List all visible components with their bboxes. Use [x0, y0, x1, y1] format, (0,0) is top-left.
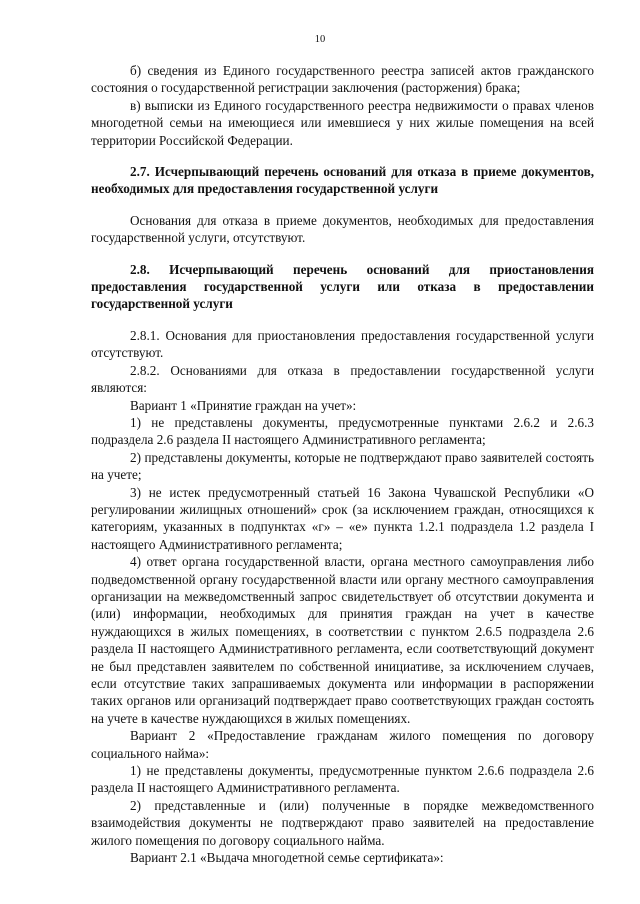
section-heading: 2.8. Исчерпывающий перечень оснований для приостановления предоставления государственной услуги или отказа в предоставлении государственной услуги	[91, 261, 594, 312]
paragraph: Вариант 2.1 «Выдача многодетной семье сертификата»:	[130, 850, 444, 866]
paragraph: 1) не представлены документы, предусмотренные пунктом 2.6.6 подраздела 2.6 раздела II настоящего Административного регламента.	[91, 763, 594, 796]
paragraph: 2.8.2. Основаниями для отказа в предоставлении государственной услуги являются:	[91, 362, 594, 396]
paragraph: 1) не представлены документы, предусмотренные пунктами 2.6.2 и 2.6.3 подраздела 2.6 раздела II настоящего Административного регламента;	[91, 414, 594, 448]
paragraph: в) выписки из Единого государственного реестра недвижимости о правах членов многодетной семьи на имеющиеся или имевшиеся у них жилые помещения на всей территории Российской Федерации.	[91, 97, 594, 148]
paragraph: б) сведения из Единого государственного реестра записей актов гражданского состояния о государственной регистрации заключения (расторжения) брака;	[91, 63, 594, 96]
document-body	[91, 62, 594, 866]
paragraph: Вариант 2 «Предоставление гражданам жилого помещения по договору социального найма»:	[91, 728, 594, 761]
section-heading: 2.7. Исчерпывающий перечень оснований для отказа в приеме документов, необходимых для предоставления государственной услуги	[91, 164, 594, 197]
paragraph: Основания для отказа в приеме документов, необходимых для предоставления государственной услуги, отсутствуют.	[91, 212, 594, 246]
paragraph: 4) ответ органа государственной власти, органа местного самоуправления либо подведомственной органу государственной власти или органу местного самоуправления организации на межведомственный запрос свидетельствует об отсутствии документа и (или) информации, необходимых для принятия граждан на учет в качестве нуждающихся в жилых помещениях, в соответствии с пунктом 2.6.5 подраздела 2.6 раздела II настоящего Административного регламента, если соответствующий документ не был представлен заявителем по собственной инициативе, за исключением случаев, если отсутствие таких запрашиваемых документа или информации в распоряжении таких органов или организаций подтверждает право соответствующих граждан состоять на учете в качестве нуждающихся в жилых помещениях.	[91, 554, 594, 726]
paragraph: 3) не истек предусмотренный статьей 16 Закона Чувашской Республики «О регулировании жилищных отношений» срок (за исключением граждан, относящихся к категориям, указанных в подпунктах «г» – «е» пункта 1.2.1 подраздела 1.2 раздела I настоящего Административного регламента;	[91, 484, 594, 552]
paragraph: Вариант 1 «Принятие граждан на учет»:	[130, 397, 357, 413]
paragraph: 2) представленные и (или) полученные в порядке межведомственного взаимодействия документы не подтверждают право заявителей на предоставление жилого помещения по договору социального найма.	[91, 797, 594, 848]
page-number: 10	[314, 34, 326, 45]
paragraph: 2.8.1. Основания для приостановления предоставления государственной услуги отсутствуют.	[91, 327, 594, 361]
paragraph: 2) представлены документы, которые не подтверждают право заявителей состоять на учете;	[91, 449, 594, 483]
